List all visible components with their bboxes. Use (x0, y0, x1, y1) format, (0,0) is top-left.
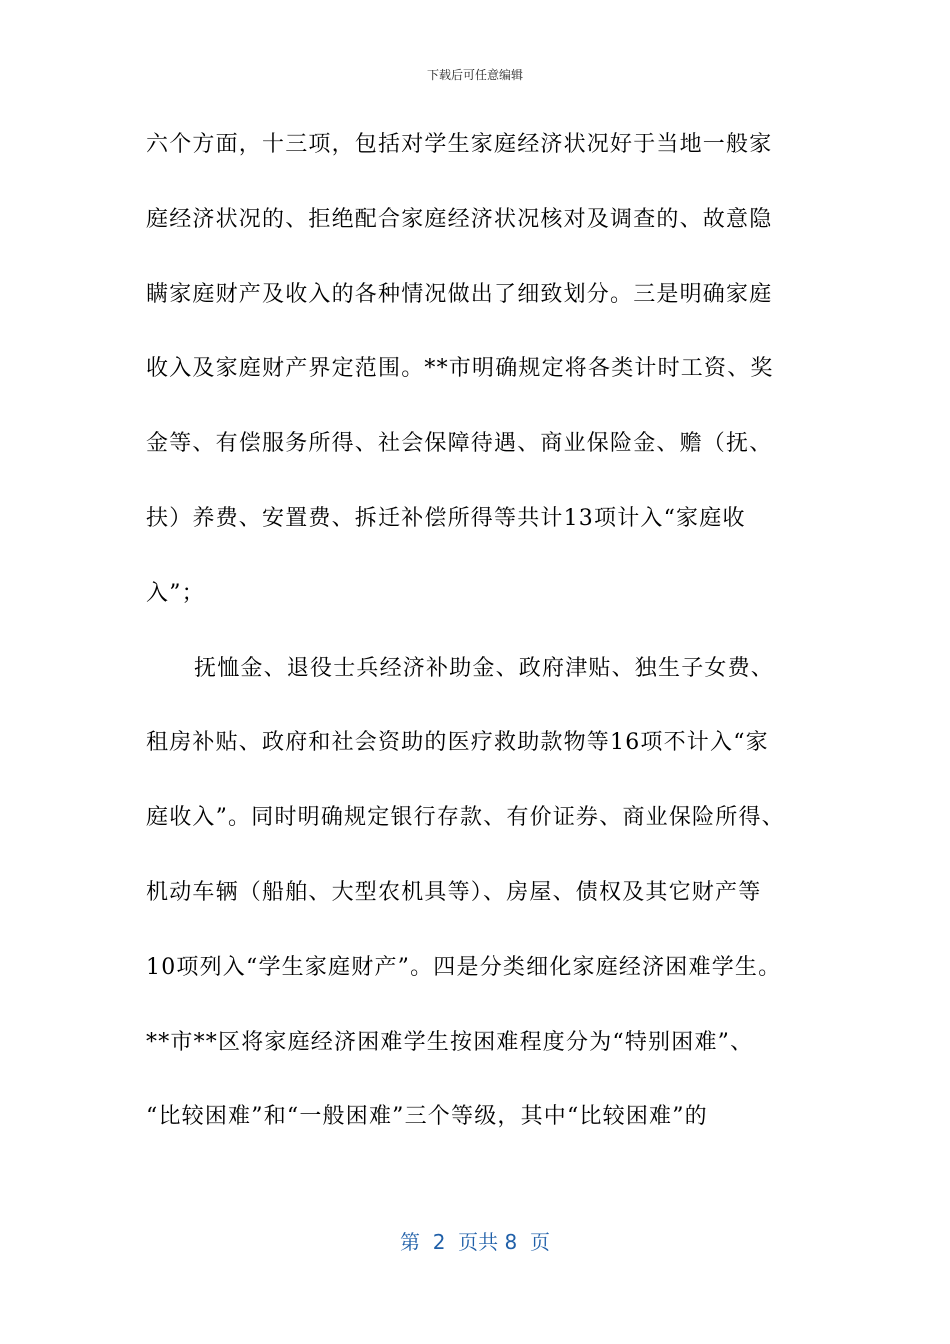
text-line: 机动车辆（船舶、大型农机具等）、房屋、债权及其它财产等 (146, 879, 762, 905)
text-line: 收入及家庭财产界定范围。**市明确规定将各类计时工资、奖 (146, 356, 774, 382)
text-line: 庭收入”。同时明确规定银行存款、有价证券、商业保险所得、 (146, 805, 785, 831)
page-indicator: 第 2 页共 8 页 (400, 1230, 550, 1254)
text-line: 租房补贴、政府和社会资助的医疗救助款物等16项不计入“家 (146, 730, 769, 756)
text-line: 庭经济状况的、拒绝配合家庭经济状况核对及调查的、故意隐 (146, 206, 773, 232)
text-line: **市**区将家庭经济困难学生按困难程度分为“特别困难”、 (146, 1029, 754, 1055)
text-line: 六个方面，十三项，包括对学生家庭经济状况好于当地一般家 (146, 132, 773, 157)
text-line: 扶）养费、安置费、拆迁补偿所得等共计13项计入“家庭收 (146, 505, 746, 531)
text-line: “比较困难”和“一般困难”三个等级，其中“比较困难”的 (146, 1104, 708, 1130)
text-line: 瞒家庭财产及收入的各种情况做出了细致划分。三是明确家庭 (146, 281, 773, 307)
paragraph-start-line: 抚恤金、退役士兵经济补助金、政府津贴、独生子女费、 (194, 655, 775, 681)
text-line: 入”； (146, 580, 205, 606)
text-line: 金等、有偿服务所得、社会保障待遇、商业保险金、赡（抚、 (146, 431, 773, 457)
text-line: 10项列入“学生家庭财产”。四是分类细化家庭经济困难学生。 (146, 954, 782, 980)
document-body (146, 120, 818, 1167)
header-note: 下载后可任意编辑 (426, 68, 523, 82)
